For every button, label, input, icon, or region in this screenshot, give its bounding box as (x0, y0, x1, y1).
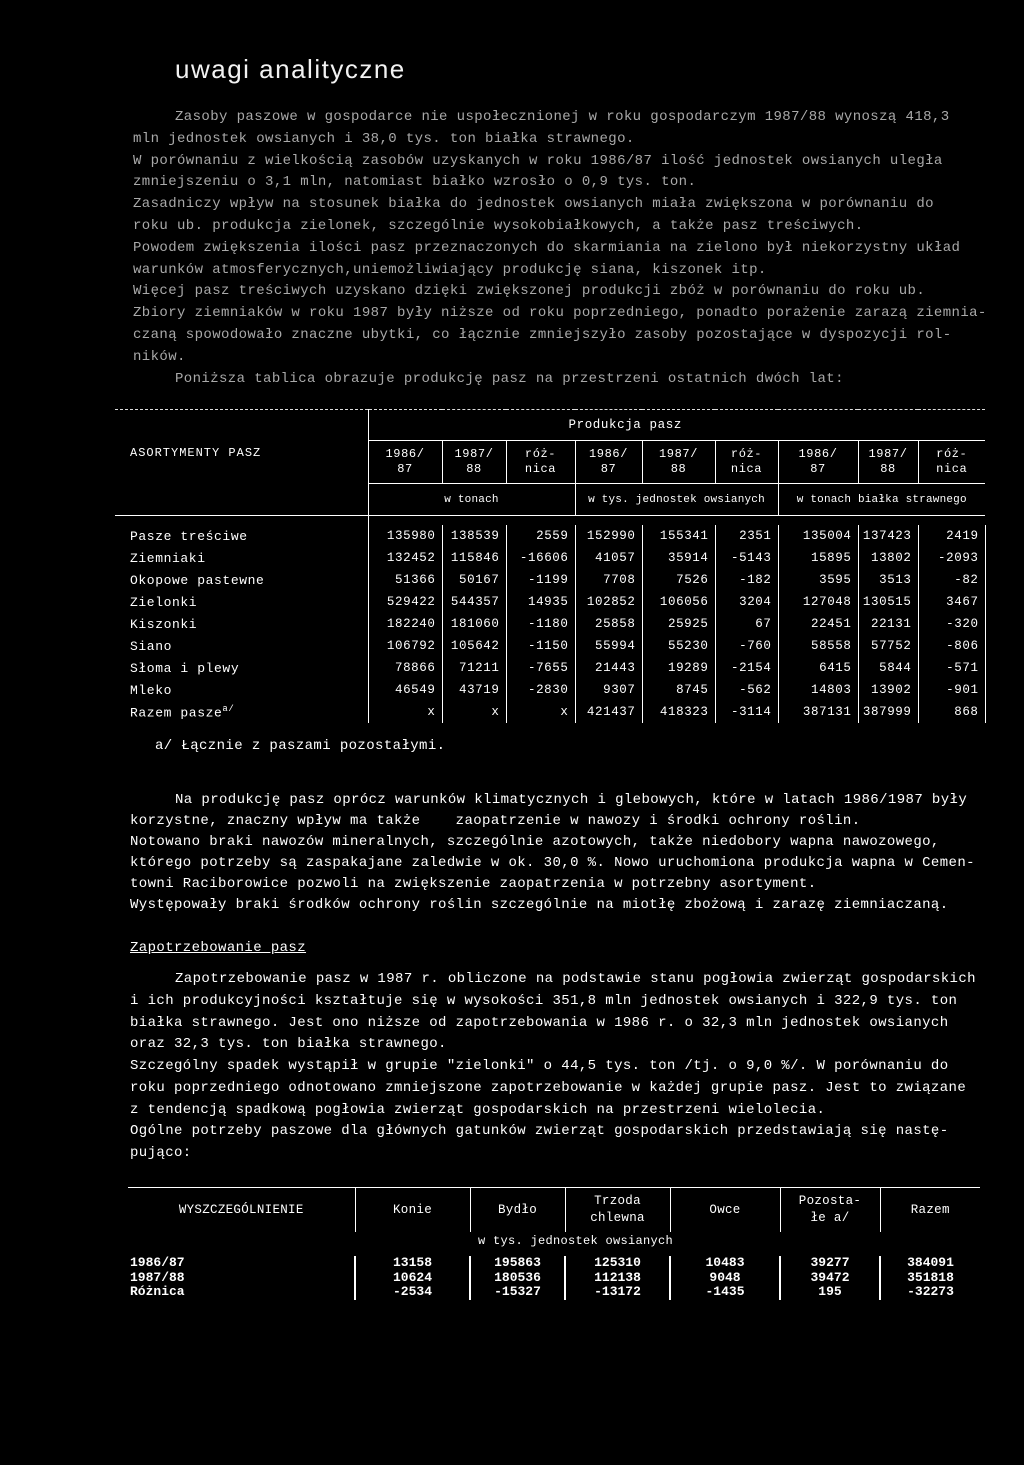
feed-type-name: Pasze treściwe (130, 528, 248, 544)
table-cell: 3513 (858, 569, 918, 591)
needs-column-header (880, 1188, 980, 1233)
needs-row-label: Różnica (130, 1284, 185, 1299)
table-cell: 3467 (918, 591, 985, 613)
table-cell: 105642 (442, 635, 506, 657)
table-cell: 22131 (858, 613, 918, 635)
intro-line: Zasadniczy wpływ na stosunek białka do jednostek owsianych miała zwiększona w porównaniu do (133, 196, 934, 213)
demand-line: pująco: (130, 1145, 192, 1161)
period-header-bottom: 87 (397, 462, 413, 476)
table-cell: -5143 (715, 547, 778, 569)
period-header-bottom: 87 (810, 462, 826, 476)
feed-type-name: Okopowe pastewne (130, 572, 265, 588)
period-header-bottom: 88 (670, 462, 687, 476)
unit-oat-units: w tys. jednostek owsianych (575, 484, 778, 516)
demand-line: Zapotrzebowanie pasz w 1987 r. obliczone na podstawie stanu pogłowia zwierząt gospodarskich (175, 971, 976, 987)
period-header (575, 441, 642, 484)
table-cell: 529422 (368, 591, 442, 613)
feed-type-name: Kiszonki (130, 616, 198, 632)
table-cell: 21443 (575, 657, 642, 679)
table-cell: 13158 (355, 1256, 470, 1271)
feed-type-name: Razem pasze (130, 705, 223, 721)
page-title: uwagi analityczne (175, 54, 406, 84)
period-header-top: 1987/ (868, 447, 908, 461)
period-header-top: róż- (524, 447, 557, 461)
table-cell: 41057 (575, 547, 642, 569)
table-cell: -320 (918, 613, 985, 635)
needs-header-text: Bydło (497, 1202, 537, 1217)
period-header-bottom: nica (524, 462, 557, 476)
table-cell: 132452 (368, 547, 442, 569)
table-cell: 130515 (858, 591, 918, 613)
demand-line: z tendencją spadkową pogłowia zwierząt gospodarskich na przestrzeni wielolecia. (130, 1101, 826, 1118)
table-cell: -182 (715, 569, 778, 591)
table-cell: 112138 (565, 1271, 670, 1286)
table-row (115, 569, 985, 591)
period-header-bottom: 87 (600, 462, 617, 476)
table-cell: 3595 (778, 569, 858, 591)
table-row (115, 679, 985, 701)
needs-column-header (128, 1188, 355, 1233)
needs-header-text: Owce (709, 1202, 741, 1217)
period-header-top: 1987/ (658, 447, 698, 461)
intro-line: mln jednostek owsianych i 38,0 tys. ton białka strawnego. (133, 130, 635, 147)
period-header-bottom: nica (936, 462, 968, 476)
period-header-bottom: 88 (880, 462, 896, 476)
needs-header-text: WYSZCZEGÓLNIENIE (178, 1202, 304, 1217)
table-cell: 25925 (642, 613, 715, 635)
table-footnote: a/ Łącznie z paszami pozostałymi. (155, 738, 446, 754)
feed-type-name: Ziemniaki (130, 550, 206, 566)
intro-line: W porównaniu z wielkością zasobów uzyskanych w roku 1986/87 ilość jednostek owsianych uległa (133, 152, 943, 169)
table-cell: 9048 (670, 1271, 780, 1286)
table-cell: -2534 (355, 1285, 470, 1300)
table-cell: 384091 (880, 1256, 980, 1271)
feed-type-name: Zielonki (130, 594, 198, 610)
feed-type-cell (115, 701, 368, 723)
table-cell: -562 (715, 679, 778, 701)
table-cell: 71211 (442, 657, 506, 679)
table-cell: -32273 (880, 1285, 980, 1300)
needs-unit: w tys. jednostek owsianych (478, 1234, 674, 1248)
table-cell: 58558 (778, 635, 858, 657)
table-cell: 125310 (565, 1256, 670, 1271)
table-cell: -2830 (506, 679, 575, 701)
period-header (778, 441, 858, 484)
period-header (442, 441, 506, 484)
needs-column-header (780, 1188, 880, 1233)
demand-paragraph (130, 969, 976, 1165)
table-cell: -760 (715, 635, 778, 657)
intro-paragraph (133, 107, 987, 390)
period-header-top: 1987/ (454, 447, 494, 461)
table-cell: x (368, 701, 442, 723)
table-cell: 5844 (858, 657, 918, 679)
feed-type-cell (115, 547, 368, 569)
table-cell: 51366 (368, 569, 442, 591)
demand-line: Szczególny spadek wystąpił w grupie "zielonki" o 44,5 tys. ton /tj. o 9,0 %/. W porównaniu do (130, 1058, 949, 1074)
table-cell: 180536 (470, 1271, 565, 1286)
feed-production-table (115, 409, 986, 723)
period-header-top: 1986/ (385, 447, 425, 461)
table-cell: 155341 (642, 525, 715, 547)
needs-row-label: 1986/87 (130, 1255, 185, 1270)
table-cell: 195 (780, 1285, 880, 1300)
table-cell: 55230 (642, 635, 715, 657)
table-cell: -2093 (918, 547, 985, 569)
table-cell: -1180 (506, 613, 575, 635)
intro-line: czaną spowodowało znaczne ubytki, co łącznie zmniejszyło zasoby pozostające w dyspozycji rol- (133, 326, 952, 343)
table-cell: -82 (918, 569, 985, 591)
table-cell: 2559 (506, 525, 575, 547)
table-row (115, 635, 985, 657)
table-cell: 137423 (858, 525, 918, 547)
table-cell: 106056 (642, 591, 715, 613)
needs-column-header (355, 1188, 470, 1233)
table-cell: 25858 (575, 613, 642, 635)
period-header-top: róż- (936, 447, 968, 461)
table-cell: -16606 (506, 547, 575, 569)
intro-line: Powodem zwiększenia ilości pasz przeznaczonych do skarmiania na zielono był niekorzystny układ (133, 239, 961, 256)
fertilizer-line: Na produkcję pasz oprócz warunków klimatycznych i glebowych, które w latach 1986/1987 były (175, 792, 968, 808)
table-row (115, 591, 985, 613)
feed-type-cell (115, 635, 368, 657)
table-cell: 351818 (880, 1271, 980, 1286)
table-cell: 102852 (575, 591, 642, 613)
table-cell: 2351 (715, 525, 778, 547)
feed-type-cell (115, 613, 368, 635)
table-cell: x (442, 701, 506, 723)
needs-header-text: Pozosta- (798, 1194, 862, 1208)
needs-row-label: 1987/88 (130, 1269, 185, 1285)
table-cell: 418323 (642, 701, 715, 723)
table-cell: 544357 (442, 591, 506, 613)
table-cell: 387131 (778, 701, 858, 723)
table-cell: -2154 (715, 657, 778, 679)
table-cell: 57752 (858, 635, 918, 657)
needs-column-header (470, 1188, 565, 1233)
table-cell: 13902 (858, 679, 918, 701)
period-header-bottom: 88 (466, 462, 482, 476)
period-header-top: róż- (730, 447, 763, 461)
fertilizer-paragraph (130, 790, 975, 916)
needs-unit-row (128, 1232, 980, 1250)
table-cell: -13172 (565, 1285, 670, 1300)
table-cell: 39472 (780, 1271, 880, 1286)
period-header (368, 441, 442, 484)
table-cell: 50167 (442, 569, 506, 591)
feed-type-cell (115, 569, 368, 591)
table-row (128, 1285, 980, 1300)
fertilizer-line: Notowano braki nawozów mineralnych, szczególnie azotowych, także niedobory wapna nawozowego, (130, 834, 940, 850)
unit-protein-tons: w tonach białka strawnego (778, 484, 985, 516)
table-cell: 421437 (575, 701, 642, 723)
table-cell: 8745 (642, 679, 715, 701)
table-cell: 14803 (778, 679, 858, 701)
demand-line: Ogólne potrzeby paszowe dla głównych gatunków zwierząt gospodarskich przedstawiają się nastę- (130, 1123, 949, 1140)
needs-header-text: łe a/ (810, 1211, 850, 1225)
intro-line: Zasoby paszowe w gospodarce nie uspołecznionej w roku gospodarczym 1987/88 wynoszą 418,3 (175, 109, 950, 125)
table-cell: 10624 (355, 1271, 470, 1286)
table-cell: 135004 (778, 525, 858, 547)
fertilizer-line: korzystne, znaczny wpływ ma także zaopatrzenie w nawozy i środki ochrony roślin. (130, 813, 861, 829)
feed-type-cell (115, 657, 368, 679)
table-cell: x (506, 701, 575, 723)
table-cell: 181060 (442, 613, 506, 635)
intro-line: zmniejszeniu o 3,1 mln, natomiast białko wzrosło o 0,9 tys. ton. (133, 174, 697, 191)
table-cell: 15895 (778, 547, 858, 569)
table-cell: 115846 (442, 547, 506, 569)
table-cell: 55994 (575, 635, 642, 657)
table-cell: 35914 (642, 547, 715, 569)
period-header (715, 441, 778, 484)
production-group-header: Produkcja pasz (368, 410, 985, 441)
table-cell: 22451 (778, 613, 858, 635)
table-cell: -806 (918, 635, 985, 657)
footnote-marker: a/ (222, 703, 235, 714)
feed-type-cell (115, 525, 368, 547)
needs-header-text: chlewna (590, 1211, 645, 1225)
table-cell: 182240 (368, 613, 442, 635)
table-cell: 135980 (368, 525, 442, 547)
table-cell: 138539 (442, 525, 506, 547)
table-cell: 3204 (715, 591, 778, 613)
table-cell: 152990 (575, 525, 642, 547)
table-row (115, 613, 985, 635)
needs-column-header (565, 1188, 670, 1233)
fertilizer-line: Występowały braki środków ochrony roślin szczególnie na miotłę zbożową i zarazę ziemniaczaną. (130, 897, 949, 913)
table-cell: 2419 (918, 525, 985, 547)
period-header (918, 441, 985, 484)
table-cell: 14935 (506, 591, 575, 613)
period-header (642, 441, 715, 484)
table-row (115, 525, 985, 547)
table-cell: 10483 (670, 1256, 780, 1271)
table-cell: 6415 (778, 657, 858, 679)
demand-line: roku poprzedniego odnotowano zmniejszone zapotrzebowanie w każdej grupie pasz. Jest to związane (130, 1079, 967, 1096)
intro-line: Więcej pasz treściwych uzyskano dzięki zwiększonej produkcji zbóż w porównaniu do roku ub. (133, 283, 926, 300)
table-row (115, 657, 985, 679)
table-cell: -901 (918, 679, 985, 701)
table-cell: -1150 (506, 635, 575, 657)
table-cell: 7526 (642, 569, 715, 591)
table-cell: 46549 (368, 679, 442, 701)
needs-header-text: Konie (392, 1202, 432, 1217)
intro-line: Poniższa tablica obrazuje produkcję pasz na przestrzeni ostatnich dwóch lat: (175, 370, 844, 387)
table-cell: 67 (715, 613, 778, 635)
table-cell: -7655 (506, 657, 575, 679)
feed-type-name: Siano (130, 638, 173, 654)
feed-type-name: Słoma i plewy (130, 660, 240, 676)
demand-line: i ich produkcyjności kształtuje się w wysokości 351,8 mln jednostek owsianych i 322,9 tys. ton (130, 992, 958, 1009)
fertilizer-line: towni Raciborowice pozwoli na zwiększenie zaopatrzenia w potrzebny asortyment. (130, 876, 817, 892)
intro-line: Zbiory ziemniaków w roku 1987 były niższe od roku poprzedniego, ponadto porażenie zarazą ziemnia- (133, 305, 987, 322)
table-cell: 43719 (442, 679, 506, 701)
demand-line: białka strawnego. Jest ono niższe od zapotrzebowania w 1986 r. o 32,3 mln jednostek owsianych (130, 1014, 949, 1031)
table-row (115, 701, 985, 723)
feed-type-name: Mleko (130, 682, 173, 698)
table-row (128, 1256, 980, 1271)
table-cell: 78866 (368, 657, 442, 679)
table-cell: -1435 (670, 1285, 780, 1300)
table-cell: 868 (918, 701, 985, 723)
fertilizer-line: którego potrzeby są zaspakajane zaledwie w ok. 30,0 %. Nowo uruchomiona produkcja wapna w Cemen- (130, 855, 975, 871)
table-cell: 127048 (778, 591, 858, 613)
table-row (115, 547, 985, 569)
intro-line: roku ub. produkcja zielonek, szczególnie wysokobiałkowych, a także pasz treściwych. (133, 217, 864, 234)
table-cell: 13802 (858, 547, 918, 569)
unit-tons: w tonach (368, 484, 575, 516)
table-cell: -571 (918, 657, 985, 679)
table-cell: 387999 (858, 701, 918, 723)
table-row (128, 1271, 980, 1286)
needs-header-text: Razem (910, 1202, 950, 1217)
needs-header-row (128, 1188, 980, 1233)
intro-line: ników. (133, 348, 186, 365)
table-cell: -3114 (715, 701, 778, 723)
table-cell: 106792 (368, 635, 442, 657)
feed-type-cell (115, 679, 368, 701)
feed-type-cell (115, 591, 368, 613)
feed-needs-table (128, 1187, 980, 1300)
table-cell: -15327 (470, 1285, 565, 1300)
period-header (858, 441, 918, 484)
intro-line: warunków atmosferycznych,uniemożliwiający produkcję siana, kiszonek itp. (133, 261, 767, 278)
table-cell: 9307 (575, 679, 642, 701)
section-heading: Zapotrzebowanie pasz (130, 940, 307, 956)
table-cell: 39277 (780, 1256, 880, 1271)
demand-line: oraz 32,3 tys. ton białka strawnego. (130, 1036, 447, 1053)
assortment-header: ASORTYMENTY PASZ (115, 410, 368, 516)
period-header (506, 441, 575, 484)
table-cell: 19289 (642, 657, 715, 679)
period-header-bottom: nica (730, 462, 763, 476)
needs-header-text: Trzoda (594, 1194, 641, 1208)
needs-column-header (670, 1188, 780, 1233)
period-header-top: 1986/ (798, 447, 838, 461)
period-header-top: 1986/ (588, 447, 628, 461)
table-cell: -1199 (506, 569, 575, 591)
table-cell: 195863 (470, 1256, 565, 1271)
table-cell: 7708 (575, 569, 642, 591)
